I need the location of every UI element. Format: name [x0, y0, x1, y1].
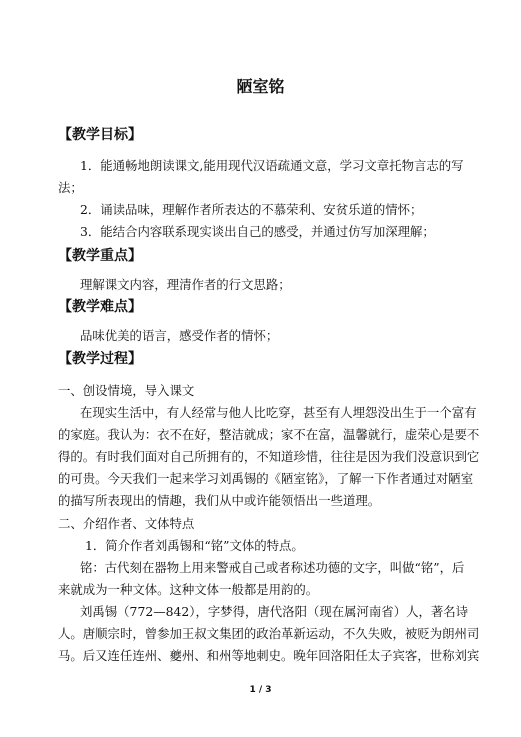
paragraph-line: 来就成为一种文体。这种文体一般都是用韵的。 [58, 582, 319, 597]
paragraph-line: 马。后又连任连州、夔州、和州等地刺史。晚年回洛阳任太子宾客，世称刘宾 [58, 648, 480, 663]
section-heading-process: 【教学过程】 [58, 351, 142, 367]
goal-line: 1．能通畅地朗读课文,能用现代汉语疏通文意，学习文章托物言志的写 [80, 158, 464, 173]
process-part2-subheading: 1．简介作者刘禹锡和“铭”文体的特点。 [85, 538, 304, 553]
paragraph-line: 在现实生活中，有人经常与他人比吃穿，甚至有人埋怨没出生于一个富有 [80, 405, 477, 420]
paragraph-line: 的家庭。我认为：衣不在好，整洁就成；家不在富，温馨就行，虚荣心是要不 [58, 427, 480, 442]
page-title: 陋室铭 [236, 77, 285, 96]
section-heading-goals: 【教学目标】 [58, 127, 142, 143]
process-part1-heading: 一、创设情境，导入课文 [58, 383, 195, 398]
section-heading-key-points: 【教学重点】 [58, 248, 142, 264]
paragraph-line: 得的。有时我们面对自己所拥有的，不知道珍惜，往往是因为我们没意识到它 [58, 449, 480, 464]
paragraph-line: 的可贵。今天我们一起来学习刘禹锡的《陋室铭》，了解一下作者通过对陋室 [58, 471, 474, 486]
key-points-text: 理解课文内容，理清作者的行文思路； [80, 277, 291, 292]
paragraph-line: 刘禹锡（772—842），字梦得，唐代洛阳（现在属河南省）人，著名诗 [80, 604, 469, 619]
paragraph-line: 人。唐顺宗时，曾参加王叔文集团的政治革新运动，不久失败，被贬为朗州司 [58, 626, 480, 641]
paragraph-line: 铭：古代刻在器物上用来警戒自己或者称述功德的文字，叫做“铭”，后 [80, 560, 465, 575]
goal-line: 2．诵读品味，理解作者所表达的不慕荣利、安贫乐道的情怀； [80, 202, 423, 217]
page-number: 1 / 3 [249, 685, 272, 695]
goal-line: 法； [58, 180, 83, 195]
process-part2-heading: 二、介绍作者、文体特点 [58, 516, 195, 531]
goal-line: 3．能结合内容联系现实谈出自己的感受，并通过仿写加深理解； [80, 224, 435, 239]
difficulties-text: 品味优美的语言，感受作者的情怀； [80, 328, 279, 343]
section-heading-difficulties: 【教学难点】 [58, 299, 142, 315]
paragraph-line: 的描写所表现出的情趣，我们从中或许能领悟出一些道理。 [58, 493, 381, 508]
